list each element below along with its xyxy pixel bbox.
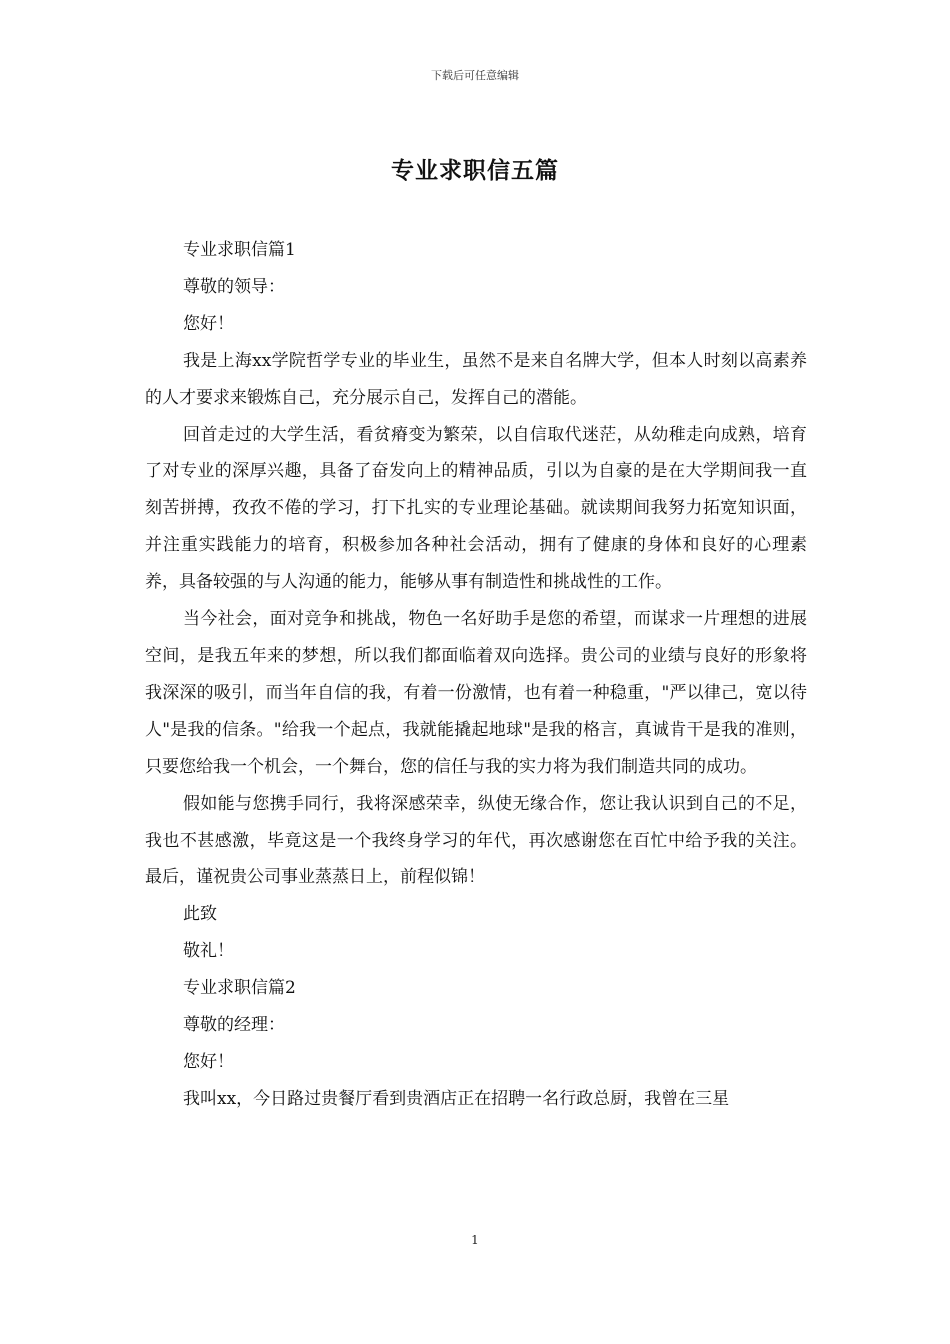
salutation: 尊敬的领导：	[183, 276, 285, 297]
body-paragraph: 我叫xx，今日路过贵餐厅看到贵酒店正在招聘一名行政总厨，我曾在三星	[183, 1088, 730, 1109]
closing-regards: 敬礼！	[183, 941, 234, 962]
document-title: 专业求职信五篇	[391, 158, 559, 184]
page-number: 1	[471, 1233, 479, 1247]
page-header-note: 下载后可任意编辑	[431, 69, 519, 82]
body-paragraph: 我是上海xx学院哲学专业的毕业生，虽然不是来自名牌大学，但本人时刻以高素养的人才要求来锻炼自己，充分展示自己，发挥自己的潜能。	[145, 350, 807, 408]
body-paragraph: 当今社会，面对竞争和挑战，物色一名好助手是您的希望，而谋求一片理想的进展空间，是我五年来的梦想，所以我们都面临着双向选择。贵公司的业绩与良好的形象将我深深的吸引，而当年自信的我，有着一份激情，也有着一种稳重，"严以律己，宽以待人"是我的信条。"给我一个起点，我就能撬起地球"是我的格言，真诚肯干是我的准则，只要您给我一个机会，一个舞台，您的信任与我的实力将为我们制造共同的成功。	[145, 609, 807, 777]
closing-line: 此致	[183, 904, 217, 925]
body-paragraph: 假如能与您携手同行，我将深感荣幸，纵使无缘合作，您让我认识到自己的不足，我也不甚感激，毕竟这是一个我终身学习的年代，再次感谢您在百忙中给予我的关注。最后，谨祝贵公司事业蒸蒸日上，前程似锦！	[145, 793, 807, 888]
body-paragraph: 回首走过的大学生活，看贫瘠变为繁荣，以自信取代迷茫，从幼稚走向成熟，培育了对专业的深厚兴趣，具备了奋发向上的精神品质，引以为自豪的是在大学期间我一直刻苦拼搏，孜孜不倦的学习，打下扎实的专业理论基础。就读期间我努力拓宽知识面，并注重实践能力的培育，积极参加各种社会活动，拥有了健康的身体和良好的心理素养，具备较强的与人沟通的能力，能够从事有制造性和挑战性的工作。	[145, 424, 807, 593]
salutation: 尊敬的经理：	[183, 1015, 285, 1036]
greeting: 您好！	[183, 313, 234, 334]
document-body	[145, 232, 807, 1118]
greeting: 您好！	[183, 1051, 234, 1072]
section-heading-1: 专业求职信篇1	[183, 240, 296, 260]
section-heading-2: 专业求职信篇2	[183, 978, 296, 999]
